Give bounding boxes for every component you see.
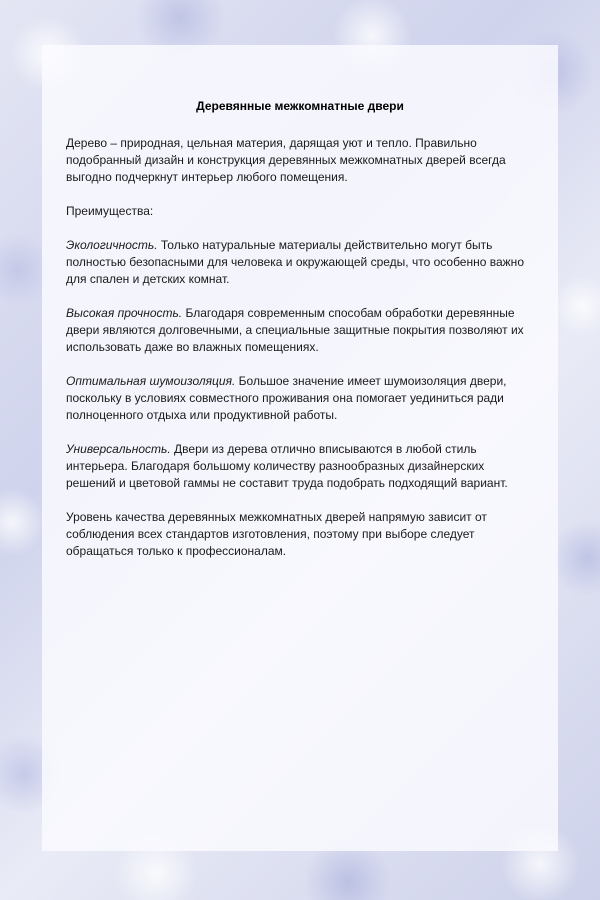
document-title: Деревянные межкомнатные двери: [196, 99, 404, 113]
advantage-term: Оптимальная шумоизоляция.: [66, 374, 236, 388]
advantage-text: Только натуральные материалы действительно могут быть полностью безопасными для человека и окружающей среды, что особенно важно для спален и детских комнат.: [66, 238, 524, 286]
advantages-heading: Преимущества:: [66, 204, 154, 218]
advantage-text: Большое значение имеет шумоизоляция двери, поскольку в условиях совместного проживания она помогает уединиться ради полноценного отдыха или продуктивной работы.: [66, 374, 507, 422]
intro-paragraph: Дерево – природная, цельная материя, дарящая уют и тепло. Правильно подобранный дизайн и конструкция деревянных межкомнатных дверей всегда выгодно подчеркнут интерьер любого помещения.: [66, 136, 506, 184]
advantage-term: Экологичность.: [66, 238, 158, 252]
document-sheet: [42, 45, 558, 851]
advantage-text: Благодаря современным способам обработки деревянные двери являются долговечными, а специальные защитные покрытия позволяют их использовать даже во влажных помещениях.: [66, 306, 524, 354]
advantage-versatility: [66, 441, 534, 492]
advantage-term: Высокая прочность.: [66, 306, 183, 320]
advantage-soundproofing: [66, 373, 534, 424]
advantage-ecology: [66, 237, 534, 288]
conclusion-paragraph: Уровень качества деревянных межкомнатных дверей напрямую зависит от соблюдения всех стандартов изготовления, поэтому при выборе следует обращаться только к профессионалам.: [66, 510, 487, 558]
advantage-text: Двери из дерева отлично вписываются в любой стиль интерьера. Благодаря большому количеству разнообразных дизайнерских решений и цветовой гаммы не составит труда подобрать подходящий вариант.: [66, 442, 508, 490]
advantage-durability: [66, 305, 534, 356]
advantage-term: Универсальность.: [66, 442, 171, 456]
